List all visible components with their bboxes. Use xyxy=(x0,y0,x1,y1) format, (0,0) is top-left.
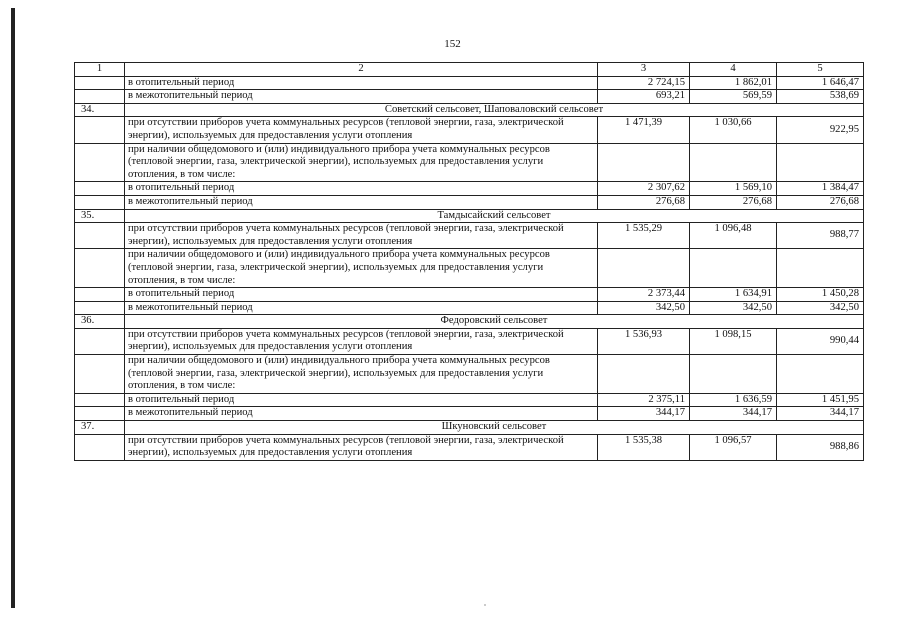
value-cell: 276,68 xyxy=(598,195,690,209)
value-cell xyxy=(598,249,690,288)
row-number-cell xyxy=(75,355,125,394)
row-number-cell xyxy=(75,328,125,354)
group-title: Тамдысайский сельсовет xyxy=(125,209,864,223)
table-row xyxy=(75,195,864,209)
table-row xyxy=(75,223,864,249)
row-number-cell xyxy=(75,143,125,182)
value-cell: 988,86 xyxy=(777,434,864,460)
column-header: 1 xyxy=(75,63,125,77)
row-label: в отопительный период xyxy=(125,393,598,407)
group-number: 37. xyxy=(75,421,125,435)
tariff-table xyxy=(74,62,864,461)
value-cell xyxy=(598,143,690,182)
value-cell: 342,50 xyxy=(598,301,690,315)
row-label: при отсутствии приборов учета коммунальных ресурсов (тепловой энергии, газа, электрической энергии), используемых для предоставления услуги отопления xyxy=(125,117,598,143)
value-cell: 1 535,29 xyxy=(598,223,690,249)
value-cell xyxy=(690,143,777,182)
value-cell: 1 096,48 xyxy=(690,223,777,249)
value-cell: 1 098,15 xyxy=(690,328,777,354)
scan-speck xyxy=(484,604,486,606)
row-number-cell xyxy=(75,90,125,104)
row-number-cell xyxy=(75,182,125,196)
table-row xyxy=(75,117,864,143)
value-cell: 1 569,10 xyxy=(690,182,777,196)
row-label: при отсутствии приборов учета коммунальных ресурсов (тепловой энергии, газа, электрической энергии), используемых для предоставления услуги отопления xyxy=(125,328,598,354)
value-cell: 2 307,62 xyxy=(598,182,690,196)
table-row xyxy=(75,407,864,421)
value-cell xyxy=(690,249,777,288)
value-cell: 1 535,38 xyxy=(598,434,690,460)
value-cell xyxy=(777,249,864,288)
column-header: 4 xyxy=(690,63,777,77)
group-header-row xyxy=(75,103,864,117)
row-label: в отопительный период xyxy=(125,288,598,302)
row-number-cell xyxy=(75,288,125,302)
group-number: 35. xyxy=(75,209,125,223)
row-number-cell xyxy=(75,407,125,421)
row-label: при отсутствии приборов учета коммунальных ресурсов (тепловой энергии, газа, электрической энергии), используемых для предоставления услуги отопления xyxy=(125,223,598,249)
group-title: Шкуновский сельсовет xyxy=(125,421,864,435)
row-number-cell xyxy=(75,249,125,288)
value-cell: 1 384,47 xyxy=(777,182,864,196)
value-cell: 569,59 xyxy=(690,90,777,104)
row-number-cell xyxy=(75,301,125,315)
table-row xyxy=(75,182,864,196)
group-header-row xyxy=(75,421,864,435)
row-number-cell xyxy=(75,195,125,209)
value-cell: 344,17 xyxy=(598,407,690,421)
value-cell: 922,95 xyxy=(777,117,864,143)
group-number: 36. xyxy=(75,315,125,329)
group-header-row xyxy=(75,209,864,223)
table-row xyxy=(75,434,864,460)
row-label: при наличии общедомового и (или) индивидуального прибора учета коммунальных ресурсов (тепловой энергии, газа, электрической энергии), используемых для предоставления услуги отопления, в том числе: xyxy=(125,143,598,182)
row-label: при отсутствии приборов учета коммунальных ресурсов (тепловой энергии, газа, электрической энергии), используемых для предоставления услуги отопления xyxy=(125,434,598,460)
row-label: в отопительный период xyxy=(125,182,598,196)
column-header: 5 xyxy=(777,63,864,77)
value-cell: 1 536,93 xyxy=(598,328,690,354)
row-number-cell xyxy=(75,223,125,249)
value-cell xyxy=(598,355,690,394)
group-number: 34. xyxy=(75,103,125,117)
row-number-cell xyxy=(75,117,125,143)
row-label: в отопительный период xyxy=(125,76,598,90)
group-title: Советский сельсовет, Шаповаловский сельсовет xyxy=(125,103,864,117)
value-cell: 1 450,28 xyxy=(777,288,864,302)
value-cell: 990,44 xyxy=(777,328,864,354)
table-row xyxy=(75,301,864,315)
value-cell: 1 451,95 xyxy=(777,393,864,407)
row-label: при наличии общедомового и (или) индивидуального прибора учета коммунальных ресурсов (тепловой энергии, газа, электрической энергии), используемых для предоставления услуги отопления, в том числе: xyxy=(125,355,598,394)
table-row xyxy=(75,249,864,288)
column-number-row xyxy=(75,63,864,77)
row-number-cell xyxy=(75,393,125,407)
value-cell: 2 375,11 xyxy=(598,393,690,407)
value-cell: 344,17 xyxy=(690,407,777,421)
value-cell: 988,77 xyxy=(777,223,864,249)
row-label: при наличии общедомового и (или) индивидуального прибора учета коммунальных ресурсов (тепловой энергии, газа, электрической энергии), используемых для предоставления услуги отопления, в том числе: xyxy=(125,249,598,288)
page-number: 152 xyxy=(444,38,461,50)
value-cell: 1 634,91 xyxy=(690,288,777,302)
column-header: 3 xyxy=(598,63,690,77)
value-cell: 276,68 xyxy=(690,195,777,209)
row-label: в межотопительный период xyxy=(125,301,598,315)
value-cell xyxy=(690,355,777,394)
row-label: в межотопительный период xyxy=(125,195,598,209)
value-cell xyxy=(777,143,864,182)
value-cell: 342,50 xyxy=(690,301,777,315)
value-cell: 1 471,39 xyxy=(598,117,690,143)
table-row xyxy=(75,143,864,182)
group-title: Федоровский сельсовет xyxy=(125,315,864,329)
row-number-cell xyxy=(75,434,125,460)
table-row xyxy=(75,355,864,394)
row-number-cell xyxy=(75,76,125,90)
value-cell: 1 862,01 xyxy=(690,76,777,90)
value-cell: 1 646,47 xyxy=(777,76,864,90)
column-header: 2 xyxy=(125,63,598,77)
value-cell: 344,17 xyxy=(777,407,864,421)
group-header-row xyxy=(75,315,864,329)
table-row xyxy=(75,76,864,90)
value-cell: 2 724,15 xyxy=(598,76,690,90)
value-cell: 342,50 xyxy=(777,301,864,315)
value-cell: 1 030,66 xyxy=(690,117,777,143)
value-cell: 276,68 xyxy=(777,195,864,209)
row-label: в межотопительный период xyxy=(125,90,598,104)
value-cell: 1 636,59 xyxy=(690,393,777,407)
table-row xyxy=(75,90,864,104)
table-row xyxy=(75,328,864,354)
value-cell: 693,21 xyxy=(598,90,690,104)
table-row xyxy=(75,393,864,407)
table-row xyxy=(75,288,864,302)
value-cell xyxy=(777,355,864,394)
row-label: в межотопительный период xyxy=(125,407,598,421)
value-cell: 2 373,44 xyxy=(598,288,690,302)
scan-edge-bar xyxy=(11,8,15,608)
value-cell: 538,69 xyxy=(777,90,864,104)
value-cell: 1 096,57 xyxy=(690,434,777,460)
